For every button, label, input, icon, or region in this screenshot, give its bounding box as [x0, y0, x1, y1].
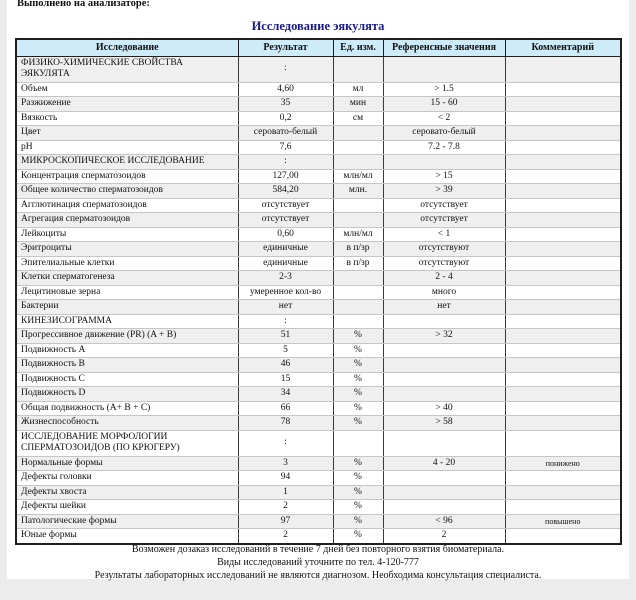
- cell-unit: [333, 140, 383, 155]
- cell-result: 34: [238, 387, 333, 402]
- cell-reference: [383, 485, 505, 500]
- cell-reference: > 32: [383, 329, 505, 344]
- cell-unit: [333, 198, 383, 213]
- cell-unit: %: [333, 329, 383, 344]
- cell-reference: 2: [383, 529, 505, 544]
- table-row: [16, 329, 621, 344]
- header-reference: Референсные значения: [383, 39, 505, 56]
- cell-reference: 15 - 60: [383, 97, 505, 112]
- footer-note-reorder: Возможен дозаказ исследований в течение 7 дней без повторного взятия биоматериала.: [131, 544, 505, 555]
- cell-result: 2-3: [238, 271, 333, 286]
- cell-result: 2: [238, 529, 333, 544]
- cell-reference: отсутствуют: [383, 256, 505, 271]
- cell-name: ФИЗИКО-ХИМИЧЕСКИЕ СВОЙСТВА ЭЯКУЛЯТА: [16, 56, 238, 82]
- cell-comment: [505, 485, 621, 500]
- cell-reference: [383, 471, 505, 486]
- cell-reference: [383, 56, 505, 82]
- cell-comment: [505, 256, 621, 271]
- cell-result: 1: [238, 485, 333, 500]
- cell-name: Вязкость: [16, 111, 238, 126]
- cell-reference: > 40: [383, 401, 505, 416]
- cell-result: 7,6: [238, 140, 333, 155]
- cell-result: :: [238, 430, 333, 456]
- table-row: [16, 300, 621, 315]
- cell-name: Эпителиальные клетки: [16, 256, 238, 271]
- cell-reference: 4 - 20: [383, 456, 505, 471]
- table-row: [16, 256, 621, 271]
- cell-unit: %: [333, 485, 383, 500]
- cell-result: 35: [238, 97, 333, 112]
- cell-unit: %: [333, 529, 383, 544]
- cell-reference: < 1: [383, 227, 505, 242]
- cell-unit: [333, 285, 383, 300]
- cell-name: Жизнеспособность: [16, 416, 238, 431]
- cell-result: отсутствует: [238, 213, 333, 228]
- cell-comment: повышено: [505, 514, 621, 529]
- cell-unit: [333, 314, 383, 329]
- cell-comment: [505, 184, 621, 199]
- table-row: [16, 184, 621, 199]
- cell-reference: [383, 314, 505, 329]
- cell-unit: млн/мл: [333, 227, 383, 242]
- cell-result: отсутствует: [238, 198, 333, 213]
- cell-reference: отсутствует: [383, 198, 505, 213]
- cell-reference: < 96: [383, 514, 505, 529]
- table-row: [16, 456, 621, 471]
- cell-comment: [505, 126, 621, 141]
- cell-name: Подвижность C: [16, 372, 238, 387]
- cell-comment: [505, 358, 621, 373]
- cell-name: Общая подвижность (A+ B + C): [16, 401, 238, 416]
- cell-name: Цвет: [16, 126, 238, 141]
- cell-name: Объем: [16, 82, 238, 97]
- cell-name: Дефекты шейки: [16, 500, 238, 515]
- section-row: [16, 314, 621, 329]
- cell-name: pH: [16, 140, 238, 155]
- cell-comment: [505, 329, 621, 344]
- cell-result: 0,2: [238, 111, 333, 126]
- table-header-row: [16, 39, 621, 56]
- cell-unit: %: [333, 358, 383, 373]
- cell-unit: [333, 126, 383, 141]
- cell-name: Концентрация сперматозоидов: [16, 169, 238, 184]
- cell-comment: [505, 271, 621, 286]
- cell-unit: %: [333, 387, 383, 402]
- cell-result: 2: [238, 500, 333, 515]
- cell-comment: [505, 242, 621, 257]
- table-row: [16, 471, 621, 486]
- cell-unit: млн/мл: [333, 169, 383, 184]
- cell-result: серовато-белый: [238, 126, 333, 141]
- cell-name: Лецитиновые зерна: [16, 285, 238, 300]
- cell-name: Эритроциты: [16, 242, 238, 257]
- page-title: Исследование эякулята: [251, 19, 385, 33]
- cell-result: единичные: [238, 256, 333, 271]
- cell-result: умеренное кол-во: [238, 285, 333, 300]
- cell-result: 15: [238, 372, 333, 387]
- cell-name: Лейкоциты: [16, 227, 238, 242]
- cell-name: Агглютинация сперматозоидов: [16, 198, 238, 213]
- cell-result: 5: [238, 343, 333, 358]
- cell-comment: [505, 300, 621, 315]
- cell-unit: млн.: [333, 184, 383, 199]
- header-unit: Ед. изм.: [333, 39, 383, 56]
- footer-note-disclaimer: Результаты лабораторных исследований не являются диагнозом. Необходима консультация специалиста.: [94, 570, 542, 581]
- cell-comment: [505, 430, 621, 456]
- table-row: [16, 126, 621, 141]
- cell-unit: %: [333, 401, 383, 416]
- cell-result: 97: [238, 514, 333, 529]
- table-row: [16, 372, 621, 387]
- footer-notes: [7, 543, 629, 582]
- cell-unit: [333, 155, 383, 170]
- cell-unit: мин: [333, 97, 383, 112]
- cell-comment: [505, 56, 621, 82]
- cell-name: Клетки сперматогенеза: [16, 271, 238, 286]
- cell-reference: 7.2 - 7.8: [383, 140, 505, 155]
- cell-result: 3: [238, 456, 333, 471]
- cell-comment: [505, 97, 621, 112]
- cell-reference: нет: [383, 300, 505, 315]
- cell-result: 0,60: [238, 227, 333, 242]
- table-row: [16, 242, 621, 257]
- analyzer-label: Выполнено на анализаторе:: [17, 0, 150, 9]
- cell-comment: [505, 529, 621, 544]
- cell-name: КИНЕЗИСОГРАММА: [16, 314, 238, 329]
- cell-reference: > 58: [383, 416, 505, 431]
- cell-reference: отсутствует: [383, 213, 505, 228]
- cell-reference: [383, 358, 505, 373]
- cell-name: Общее количество сперматозоидов: [16, 184, 238, 199]
- cell-comment: [505, 155, 621, 170]
- cell-result: 66: [238, 401, 333, 416]
- table-row: [16, 343, 621, 358]
- cell-name: Дефекты хвоста: [16, 485, 238, 500]
- table-row: [16, 285, 621, 300]
- header-result: Результат: [238, 39, 333, 56]
- table-row: [16, 485, 621, 500]
- cell-unit: %: [333, 343, 383, 358]
- cell-unit: в п/зр: [333, 242, 383, 257]
- cell-comment: [505, 401, 621, 416]
- cell-reference: > 15: [383, 169, 505, 184]
- cell-result: 51: [238, 329, 333, 344]
- table-row: [16, 416, 621, 431]
- results-table-body: [16, 56, 621, 544]
- header-study: Исследование: [16, 39, 238, 56]
- cell-comment: [505, 314, 621, 329]
- cell-result: :: [238, 56, 333, 82]
- cell-name: ИССЛЕДОВАНИЕ МОРФОЛОГИИ СПЕРМАТОЗОИДОВ (ПО КРЮГЕРУ): [16, 430, 238, 456]
- cell-comment: [505, 387, 621, 402]
- table-row: [16, 169, 621, 184]
- table-row: [16, 514, 621, 529]
- cell-reference: [383, 500, 505, 515]
- cell-reference: [383, 155, 505, 170]
- cell-unit: %: [333, 372, 383, 387]
- table-row: [16, 198, 621, 213]
- cell-name: Разжижение: [16, 97, 238, 112]
- table-row: [16, 500, 621, 515]
- cell-unit: [333, 430, 383, 456]
- cell-name: Нормальные формы: [16, 456, 238, 471]
- report-page: [7, 0, 629, 579]
- cell-comment: [505, 471, 621, 486]
- cell-result: :: [238, 155, 333, 170]
- cell-result: 127,00: [238, 169, 333, 184]
- cell-result: 46: [238, 358, 333, 373]
- table-row: [16, 387, 621, 402]
- cell-reference: [383, 387, 505, 402]
- cell-unit: [333, 56, 383, 82]
- cell-reference: 2 - 4: [383, 271, 505, 286]
- cell-reference: [383, 343, 505, 358]
- table-row: [16, 82, 621, 97]
- table-row: [16, 529, 621, 544]
- cell-result: :: [238, 314, 333, 329]
- cell-comment: [505, 82, 621, 97]
- cell-comment: [505, 198, 621, 213]
- cell-name: Патологические формы: [16, 514, 238, 529]
- cell-unit: в п/зр: [333, 256, 383, 271]
- cell-reference: > 1.5: [383, 82, 505, 97]
- section-row: [16, 56, 621, 82]
- cell-name: Юные формы: [16, 529, 238, 544]
- table-row: [16, 227, 621, 242]
- cell-result: нет: [238, 300, 333, 315]
- cell-comment: [505, 500, 621, 515]
- cell-comment: [505, 111, 621, 126]
- cell-name: МИКРОСКОПИЧЕСКОЕ ИССЛЕДОВАНИЕ: [16, 155, 238, 170]
- cell-name: Агрегация сперматозоидов: [16, 213, 238, 228]
- cell-reference: [383, 372, 505, 387]
- cell-unit: [333, 300, 383, 315]
- table-row: [16, 97, 621, 112]
- cell-name: Дефекты головки: [16, 471, 238, 486]
- cell-unit: см: [333, 111, 383, 126]
- cell-comment: [505, 372, 621, 387]
- cell-reference: < 2: [383, 111, 505, 126]
- cell-result: 4,60: [238, 82, 333, 97]
- cell-comment: [505, 227, 621, 242]
- cell-comment: [505, 343, 621, 358]
- cell-result: 78: [238, 416, 333, 431]
- footer-note-phone: Виды исследований уточните по тел. 4-120-777: [217, 557, 419, 568]
- cell-reference: > 39: [383, 184, 505, 199]
- table-row: [16, 271, 621, 286]
- cell-result: 94: [238, 471, 333, 486]
- cell-unit: мл: [333, 82, 383, 97]
- table-row: [16, 401, 621, 416]
- cell-reference: много: [383, 285, 505, 300]
- cell-comment: [505, 285, 621, 300]
- cell-result: 584,20: [238, 184, 333, 199]
- cell-name: Прогрессивное движение (PR) (A + B): [16, 329, 238, 344]
- cell-unit: [333, 271, 383, 286]
- cell-name: Подвижность D: [16, 387, 238, 402]
- cell-unit: %: [333, 471, 383, 486]
- section-row: [16, 155, 621, 170]
- cell-unit: %: [333, 500, 383, 515]
- section-row: [16, 430, 621, 456]
- cell-unit: %: [333, 514, 383, 529]
- cell-name: Подвижность A: [16, 343, 238, 358]
- cell-comment: [505, 213, 621, 228]
- cell-comment: [505, 416, 621, 431]
- cell-reference: [383, 430, 505, 456]
- cell-name: Подвижность B: [16, 358, 238, 373]
- cell-reference: серовато-белый: [383, 126, 505, 141]
- cell-comment: понижено: [505, 456, 621, 471]
- table-row: [16, 111, 621, 126]
- table-row: [16, 140, 621, 155]
- cell-comment: [505, 169, 621, 184]
- results-table: [15, 38, 622, 545]
- cell-comment: [505, 140, 621, 155]
- table-row: [16, 213, 621, 228]
- cell-reference: отсутствуют: [383, 242, 505, 257]
- cell-unit: %: [333, 416, 383, 431]
- cell-unit: [333, 213, 383, 228]
- cell-unit: %: [333, 456, 383, 471]
- cell-result: единичные: [238, 242, 333, 257]
- header-comment: Комментарий: [505, 39, 621, 56]
- table-row: [16, 358, 621, 373]
- cell-name: Бактерии: [16, 300, 238, 315]
